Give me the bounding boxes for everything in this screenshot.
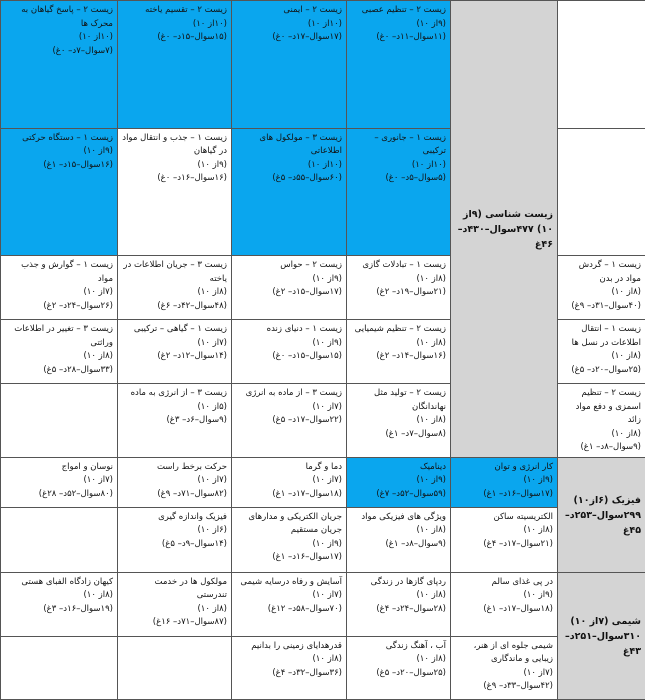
topic-score: (۸از ۱۰) [351,337,446,351]
topic-score: (۷از ۱۰) [122,474,227,488]
topic-cell [232,457,347,507]
topic-title: زیست ۳ – جریان اطلاعات در یاخته [122,259,227,286]
topic-cell [1,1,118,129]
topic-title: شیمی جلوه ای از هنر، زیبایی و ماندگاری [455,640,553,667]
subject-header: زیست شناسی (۹از ۱۰) ۴۷۷سوال–۴۳۰د– ۴۶غ [451,1,558,458]
topic-cell [347,256,451,320]
topic-stats: (۲۶سوال–۲۴د– ۲غ) [5,300,113,314]
topic-score: (۸از ۱۰) [5,589,113,603]
topic-stats: (۸سوال–۷د– ۱غ) [351,428,446,442]
subject-header: فیزیک (۶از۱۰) ۲۹۹سوال–۲۵۳د– ۴۵غ [558,457,645,572]
topic-cell [118,384,232,458]
topic-cell [232,572,347,636]
topic-title: آسایش و رفاه درسایه شیمی [236,576,342,590]
topic-title: زیست ۳ – تغییر در اطلاعات وراثتی [5,323,113,350]
topic-title: ردپای گازها در زندگی [351,576,446,590]
topic-cell [232,1,347,129]
topic-score: (۱۰از ۱۰) [5,31,113,45]
topic-cell [1,320,118,384]
topic-cell [118,457,232,507]
topic-stats: (۱۷سوال–۱۵د– ۲غ) [236,286,342,300]
topic-stats: (۸۰سوال–۵۲د– ۲۸غ) [5,488,113,502]
topic-cell [347,128,451,256]
topic-title: دما و گرما [236,461,342,475]
topic-score: (۹از ۱۰) [455,474,553,488]
empty-cell [1,507,118,572]
topic-cell [118,572,232,636]
topic-stats: (۹سوال–۸د– ۱غ) [351,538,446,552]
subject-cell-empty [558,1,645,129]
topic-stats: (۸۲سوال–۷۱د– ۹غ) [122,488,227,502]
topic-title: زیست ۱ – تبادلات گازی [351,259,446,273]
topic-cell [232,128,347,256]
topic-stats: (۱۵سوال–۱۵د– ۰غ) [122,31,227,45]
topic-cell [451,572,558,636]
topic-title: زیست ۲ – تنظیم شیمیایی [351,323,446,337]
topic-stats: (۲۱سوال–۱۹د– ۲غ) [351,286,446,300]
topic-title: حرکت برخط راست [122,461,227,475]
topic-score: (۵از ۱۰) [122,401,227,415]
table-row [1,1,645,129]
topic-score: (۸از ۱۰) [351,653,446,667]
topic-stats: (۲۵سوال–۲۰د– ۵غ) [562,364,641,378]
topic-stats: (۱۷سوال–۱۶د– ۱غ) [236,551,342,565]
table-row [1,572,645,636]
topic-stats: (۳۳سوال–۲۸د– ۵غ) [5,364,113,378]
topic-stats: (۸۷سوال–۷۱د– ۱۶غ) [122,616,227,630]
topic-score: (۸از ۱۰) [351,414,446,428]
topic-title: دینامیک [351,461,446,475]
topic-cell [232,320,347,384]
topic-stats: (۱۴سوال–۱۲د– ۲غ) [122,350,227,364]
topic-stats: (۱۷سوال–۱۷د– ۰غ) [236,31,342,45]
empty-cell [1,384,118,458]
topic-score: (۹از ۱۰) [351,18,446,32]
topic-stats: (۱۵سوال–۱۵د– ۰غ) [236,350,342,364]
topic-cell [1,128,118,256]
topic-score: (۷از ۱۰) [236,401,342,415]
topic-cell [1,457,118,507]
topic-score: (۸از ۱۰) [562,428,641,442]
topic-title: زیست ۱ – جذب و انتقال مواد در گیاهان [122,132,227,159]
topic-stats: (۱۷سوال–۱۶د– ۱غ) [455,488,553,502]
topic-stats: (۹سوال–۶د– ۳غ) [122,414,227,428]
topic-title: زیست ۱ – دنیای زنده [236,323,342,337]
topic-score: (۸از ۱۰) [562,350,641,364]
topic-score: (۹از ۱۰) [351,474,446,488]
topic-title: زیست ۲ – حواس [236,259,342,273]
topic-cell [558,256,645,320]
topic-score: (۹از ۱۰) [122,159,227,173]
topic-cell [451,507,558,572]
topic-title: زیست ۱ – دستگاه حرکتی [5,132,113,146]
topic-title: جریان الکتریکی و مدارهای جریان مستقیم [236,511,342,538]
topic-stats: (۲۸سوال–۲۴د– ۴غ) [351,603,446,617]
topic-title: زیست ۱ – گردش مواد در بدن [562,259,641,286]
topic-stats: (۷سوال–۷د– ۰غ) [5,45,113,59]
topic-cell [347,1,451,129]
topic-title: ویژگی های فیزیکی مواد [351,511,446,525]
topic-stats: (۱۶سوال–۱۶د– ۰غ) [122,172,227,186]
topic-title: کار انرژی و توان [455,461,553,475]
topic-stats: (۹سوال–۸د– ۱غ) [562,441,641,455]
topic-title: زیست ۱ – گیاهی – ترکیبی [122,323,227,337]
topic-score: (۸از ۱۰) [236,653,342,667]
topic-stats: (۲۵سوال–۲۰د– ۵غ) [351,667,446,681]
topic-title: کیهان زادگاه الفبای هستی [5,576,113,590]
topic-score: (۹از ۱۰) [236,273,342,287]
topic-score: (۷از ۱۰) [5,286,113,300]
topic-title: الکتریسیته ساکن [455,511,553,525]
topic-stats: (۴۲سوال–۳۳د– ۹غ) [455,680,553,694]
topic-stats: (۴۸سوال–۴۲د– ۶غ) [122,300,227,314]
topic-cell [118,1,232,129]
topic-score: (۷از ۱۰) [5,474,113,488]
topic-stats: (۲۱سوال–۱۷د– ۴غ) [455,538,553,552]
topic-score: (۷از ۱۰) [236,474,342,488]
topic-stats: (۵۹سوال–۵۲د– ۷غ) [351,488,446,502]
topic-stats: (۴۰سوال–۳۱د– ۹غ) [562,300,641,314]
topic-score: (۷از ۱۰) [236,589,342,603]
topic-cell [347,507,451,572]
topic-title: فیزیک واندازه گیری [122,511,227,525]
topic-title: زیست ۱ – جانوری – ترکیبی [351,132,446,159]
topic-cell [232,256,347,320]
subject-header: شیمی (۷از ۱۰) ۳۱۰سوال–۲۵۱د– ۴۳غ [558,572,645,699]
table-row [1,507,645,572]
topic-stats: (۱۱سوال–۱۱د– ۰غ) [351,31,446,45]
topic-stats: (۳۶سوال–۳۲د– ۴غ) [236,667,342,681]
topic-cell [347,320,451,384]
topic-title: زیست ۱ – انتقال اطلاعات در نسل ها [562,323,641,350]
topic-cell [451,457,558,507]
topic-stats: (۱۴سوال–۹د– ۵غ) [122,538,227,552]
topic-stats: (۲۲سوال–۱۷د– ۵غ) [236,414,342,428]
topic-title: زیست ۳ – از انرژی به ماده [122,387,227,401]
topic-title: مولکول ها در خدمت تندرستی [122,576,227,603]
table-row [1,457,645,507]
topic-title: زیست ۲ – تقسیم یاخته [122,4,227,18]
topic-cell [347,636,451,699]
topic-title: زیست ۲ – تنظیم اسمزی و دفع مواد زائد [562,387,641,428]
topic-score: (۱۰از ۱۰) [236,18,342,32]
topic-cell [232,384,347,458]
topic-score: (۹از ۱۰) [236,538,342,552]
topic-title: آب ، آهنگ زندگی [351,640,446,654]
topic-title: زیست ۳ – مولکول های اطلاعاتی [236,132,342,159]
topic-cell [558,384,645,458]
topic-score: (۹از ۱۰) [455,589,553,603]
topic-stats: (۷۰سوال–۵۸د– ۱۲غ) [236,603,342,617]
topic-title: زیست ۲ – ایمنی [236,4,342,18]
topic-cell [232,507,347,572]
topic-cell [1,256,118,320]
topic-title: زیست ۲ – پاسخ گیاهان به محرک ها [5,4,113,31]
topic-score: (۱۰از ۱۰) [122,18,227,32]
table-row [1,636,645,699]
topic-cell [118,507,232,572]
topic-stats: (۱۹سوال–۱۶د– ۳غ) [5,603,113,617]
topic-score: (۸از ۱۰) [351,273,446,287]
topic-score: (۹از ۱۰) [5,145,113,159]
topic-stats: (۱۸سوال–۱۷د– ۱غ) [236,488,342,502]
subject-cell-empty [558,128,645,256]
topic-title: نوسان و امواج [5,461,113,475]
topic-title: در پی غذای سالم [455,576,553,590]
topic-title: زیست ۱ – گوارش و جذب مواد [5,259,113,286]
empty-cell [1,636,118,699]
topic-title: زیست ۳ – از ماده به انرژی [236,387,342,401]
topic-cell [118,256,232,320]
topic-score: (۷از ۱۰) [455,667,553,681]
topic-stats: (۶۰سوال–۵۵د– ۵غ) [236,172,342,186]
topic-score: (۸از ۱۰) [351,589,446,603]
topic-score: (۸از ۱۰) [455,524,553,538]
topic-score: (۸از ۱۰) [5,350,113,364]
topic-title: زیست ۲ – تولید مثل نهاندانگان [351,387,446,414]
topic-cell [347,384,451,458]
topic-score: (۱۰از ۱۰) [351,159,446,173]
topic-stats: (۱۶سوال–۱۵د– ۱غ) [5,159,113,173]
topic-score: (۱۰از ۱۰) [236,159,342,173]
topic-stats: (۱۸سوال–۱۷د– ۱غ) [455,603,553,617]
topic-cell [347,457,451,507]
topic-score: (۸از ۱۰) [351,524,446,538]
topic-cell [232,636,347,699]
topic-cell [558,320,645,384]
topic-score: (۸از ۱۰) [122,286,227,300]
topic-score: (۷از ۱۰) [122,337,227,351]
topic-title: قدرهدایای زمینی را بدانیم [236,640,342,654]
topic-title: زیست ۲ – تنظیم عصبی [351,4,446,18]
topic-score: (۶از ۱۰) [122,524,227,538]
topic-score: (۹از ۱۰) [236,337,342,351]
empty-cell [118,636,232,699]
topic-cell [347,572,451,636]
topic-stats: (۱۶سوال–۱۴د– ۲غ) [351,350,446,364]
topic-cell [1,572,118,636]
topic-cell [451,636,558,699]
topic-score: (۸از ۱۰) [122,603,227,617]
topic-cell [118,320,232,384]
topic-cell [118,128,232,256]
topic-score: (۸از ۱۰) [562,286,641,300]
topic-stats: (۵سوال–۵د– ۰غ) [351,172,446,186]
